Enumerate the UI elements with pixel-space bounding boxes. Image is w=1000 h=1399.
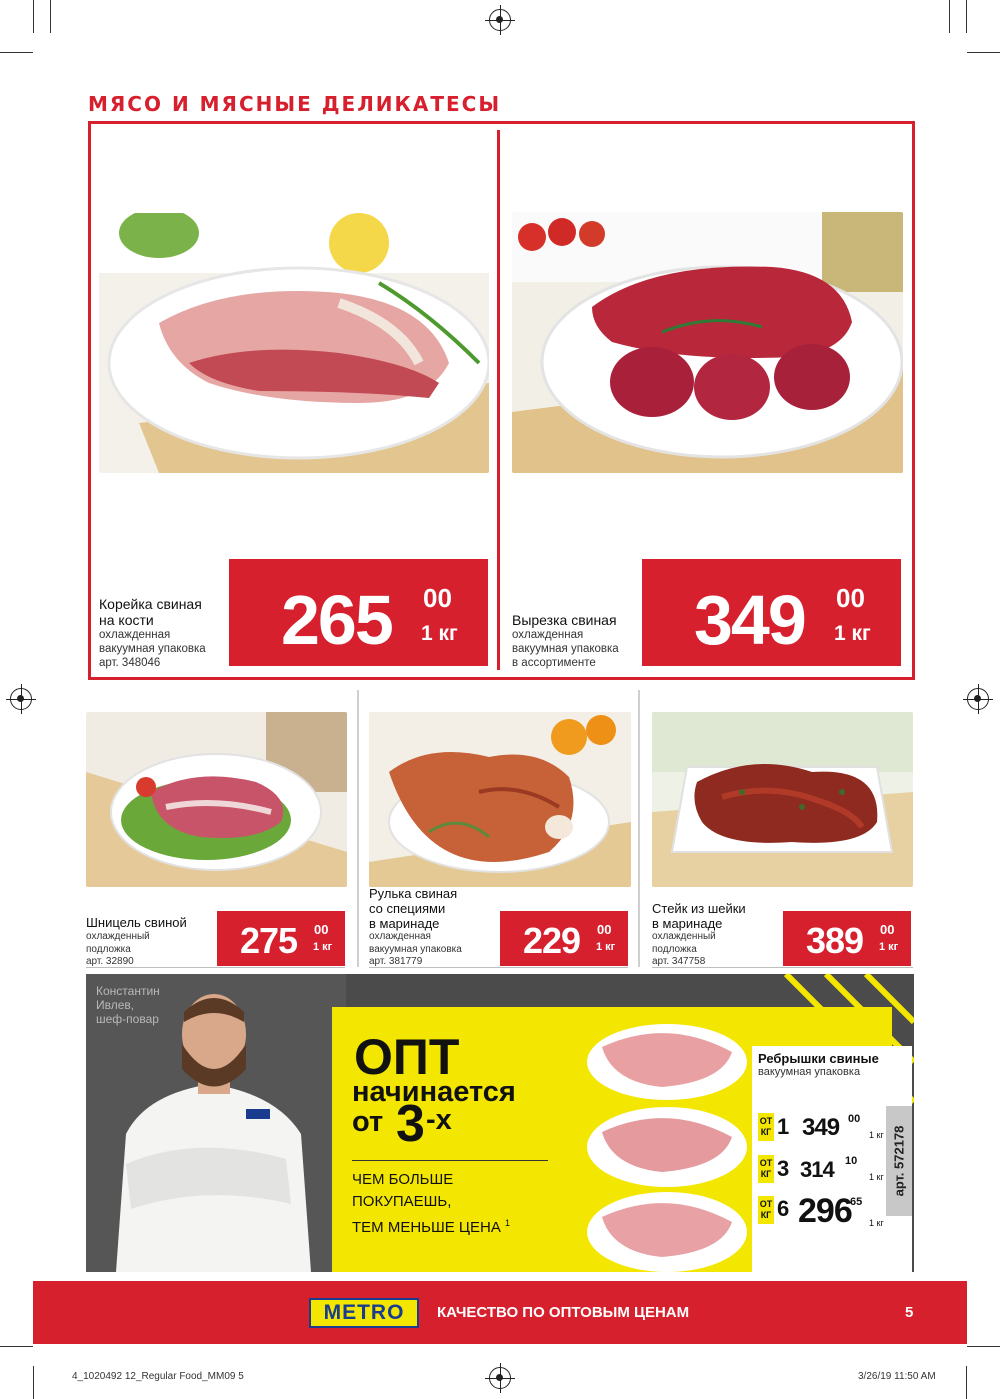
banner-tagline: ЧЕМ БОЛЬШЕ: [352, 1171, 454, 1188]
price-kopecks: 00: [880, 922, 895, 937]
chef-caption-line: шеф-повар: [96, 1012, 159, 1026]
banner-tagline: ПОКУПАЕШЬ,: [352, 1193, 452, 1210]
tier-product-desc: вакуумная упаковка: [758, 1066, 861, 1078]
registration-mark: [489, 9, 511, 31]
featured-divider: [497, 130, 500, 670]
tier-label-ot: ОТ: [759, 1116, 773, 1126]
product-name-line: Шницель свиной: [86, 915, 187, 930]
price-tag: [783, 911, 911, 966]
product-desc: [512, 628, 619, 670]
product-name-line: Корейка свиная: [99, 596, 202, 612]
product-desc-line: арт. 381779: [369, 956, 423, 967]
price-unit: 1 кг: [596, 941, 616, 953]
tier-unit: 1 кг: [869, 1172, 884, 1182]
print-slug-timestamp: 3/26/19 11:50 AM: [858, 1371, 936, 1382]
product-photo-schnitzel: [86, 712, 347, 887]
product-name: [512, 612, 617, 628]
product-desc-line: охлажденная: [369, 931, 431, 942]
registration-mark: [10, 688, 32, 710]
banner-subtitle-prefix: от: [352, 1106, 384, 1138]
row-underline: [86, 967, 345, 968]
product-desc-line: арт. 348046: [99, 657, 161, 669]
price-tag: [642, 559, 901, 666]
product-desc-line: подложка: [86, 943, 131, 955]
column-divider: [638, 690, 640, 967]
tier-qty: 6: [777, 1196, 790, 1221]
product-desc-line: арт. 32890: [86, 956, 134, 967]
price-tag: [500, 911, 628, 966]
product-name-line: Стейк из шейки: [652, 901, 746, 916]
ribs-photo: [572, 1007, 752, 1272]
tier-unit: 1 кг: [869, 1130, 884, 1140]
product-name: [99, 596, 202, 628]
product-desc-line: охлажденный: [86, 931, 150, 942]
tier-cents: 65: [850, 1196, 863, 1208]
registration-mark: [967, 688, 989, 710]
product-photo-pork-tenderloin: [512, 212, 903, 473]
tier-product-name: Ребрышки свиные: [758, 1051, 879, 1066]
product-desc-line: охлажденный: [652, 931, 716, 942]
banner-subtitle: начинается: [352, 1076, 516, 1108]
tier-qty-label: [758, 1155, 774, 1183]
tier-label-kg: КГ: [760, 1127, 772, 1137]
chef-caption-line: Ивлев,: [96, 998, 135, 1012]
row-underline: [369, 967, 628, 968]
product-desc-line: в ассортименте: [512, 657, 596, 669]
crop-mark: [966, 1366, 967, 1399]
product-name-line: Рулька свиная: [369, 886, 458, 901]
product-desc: [369, 931, 462, 969]
registration-mark: [489, 1367, 511, 1389]
banner-tagline-text: ТЕМ МЕНЬШЕ ЦЕНА: [352, 1219, 501, 1236]
article-number: арт. 572178: [891, 1125, 907, 1197]
tier-qty-label: [758, 1113, 774, 1141]
product-name: [86, 915, 187, 930]
product-desc-line: охлажденная: [99, 629, 171, 641]
price-unit: 1 кг: [879, 941, 899, 953]
chef-caption: [96, 984, 160, 1026]
banner-rule: [352, 1160, 548, 1161]
price-kopecks: 00: [836, 583, 865, 613]
price-tag: [229, 559, 488, 666]
product-photo-pork-loin: [99, 213, 489, 473]
product-desc: [86, 931, 150, 969]
page-number: 5: [905, 1304, 914, 1321]
tier-price: 349: [802, 1114, 840, 1141]
price-rubles: 275: [240, 920, 298, 961]
product-desc-line: вакуумная упаковка: [512, 643, 619, 655]
tier-label-kg: КГ: [760, 1210, 772, 1220]
banner-min-qty-suffix: -х: [426, 1104, 452, 1136]
chef-caption-line: Константин: [96, 984, 160, 998]
product-name: [369, 886, 457, 931]
footer-bar: [33, 1281, 967, 1344]
crop-mark: [33, 1366, 34, 1399]
product-name: [652, 901, 746, 931]
tier-price: 296: [798, 1192, 852, 1230]
product-name-line: на кости: [99, 612, 154, 628]
price-unit: 1 кг: [421, 622, 458, 645]
footer-slogan: КАЧЕСТВО ПО ОПТОВЫМ ЦЕНАМ: [437, 1304, 690, 1321]
product-name-line: в маринаде: [652, 916, 723, 931]
price-rubles: 229: [523, 920, 581, 961]
product-name-line: в маринаде: [369, 916, 440, 931]
price-kopecks: 00: [423, 583, 452, 613]
tier-qty: 3: [777, 1156, 790, 1181]
price-unit: 1 кг: [834, 622, 871, 645]
crop-mark: [0, 1346, 33, 1347]
product-desc: [99, 628, 206, 670]
banner-min-qty: 3: [396, 1095, 425, 1153]
print-slug-file: 4_1020492 12_Regular Food_MM09 5: [72, 1371, 244, 1382]
product-desc-line: вакуумная упаковка: [369, 943, 462, 955]
crop-mark: [0, 52, 33, 53]
tier-qty: 1: [777, 1114, 790, 1139]
crop-mark: [967, 1346, 1000, 1347]
price-rubles: 349: [694, 581, 805, 659]
crop-mark: [966, 0, 967, 33]
promo-banner: [86, 974, 914, 1272]
price-rubles: 389: [806, 920, 864, 961]
tier-cents: 00: [848, 1113, 861, 1125]
metro-logo: [309, 1298, 419, 1328]
section-title: МЯСО И МЯСНЫЕ ДЕЛИКАТЕСЫ: [88, 92, 502, 116]
tier-qty-label: [758, 1196, 774, 1224]
crop-mark: [967, 52, 1000, 53]
price-rubles: 265: [281, 581, 392, 659]
price-kopecks: 00: [597, 922, 612, 937]
crop-mark: [33, 0, 34, 33]
column-divider: [357, 690, 359, 967]
product-photo-marinated-steak: [652, 712, 913, 887]
row-underline: [652, 967, 913, 968]
banner-title: ОПТ: [354, 1029, 460, 1085]
price-tag: [217, 911, 345, 966]
crop-mark: [50, 0, 51, 33]
tier-cents: 10: [845, 1155, 858, 1167]
footnote-marker: 1: [505, 1218, 511, 1228]
tier-price: 314: [800, 1157, 834, 1182]
price-kopecks: 00: [314, 922, 329, 937]
product-name-line: со специями: [369, 901, 446, 916]
product-desc-line: вакуумная упаковка: [99, 643, 206, 655]
product-desc-line: подложка: [652, 943, 697, 955]
tier-label-ot: ОТ: [759, 1199, 773, 1209]
tier-unit: 1 кг: [869, 1218, 884, 1228]
product-desc: [652, 931, 716, 969]
product-photo-pork-knuckle: [369, 712, 631, 887]
product-desc-line: охлажденная: [512, 629, 584, 641]
metro-logo-text: METRO: [323, 1301, 405, 1324]
price-unit: 1 кг: [313, 941, 333, 953]
tier-label-kg: КГ: [760, 1169, 772, 1179]
crop-mark: [949, 0, 950, 33]
tier-label-ot: ОТ: [759, 1158, 773, 1168]
banner-tagline: [352, 1214, 510, 1237]
product-desc-line: арт. 347758: [652, 956, 706, 967]
product-name-line: Вырезка свиная: [512, 612, 617, 628]
